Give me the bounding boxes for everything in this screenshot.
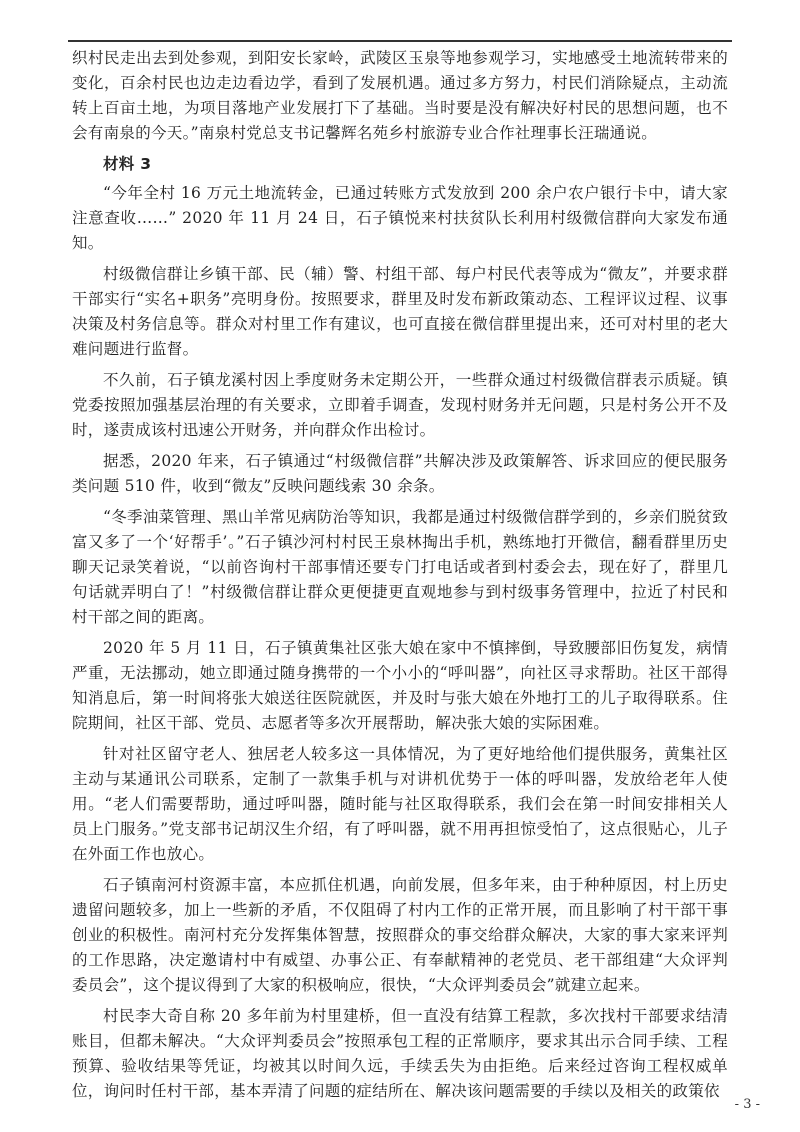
paragraph: 村民李大奇自称 20 多年前为村里建桥，但一直没有结算工程款，多次找村干部要求结清账目，但都未解决。“大众评判委员会”按照承包工程的正常顺序，要求其出示合同手续、工程预算、验收结果等凭证，均被其以时间久远，手续丢失为由拒绝。后来经过咨询工程权威单位，询问时任村干部，基本弄清了问题的症结所在、解决该问题需要的手续以及相关的政策依 bbox=[72, 1007, 728, 1100]
paragraph: “今年全村 16 万元土地流转金，已通过转账方式发放到 200 余户农户银行卡中，请大家注意查收……” 2020 年 11 月 24 日，石子镇悦来村扶贫队长利用村级微信群向大家发布通知。 bbox=[72, 184, 728, 252]
paragraph: “冬季油菜管理、黑山羊常见病防治等知识，我都是通过村级微信群学到的，乡亲们脱贫致富又多了一个‘好帮手’。”石子镇沙河村村民王泉林掏出手机，熟练地打开微信，翻看群里历史聊天记录笑着说，“以前咨询村干部事情还要专门打电话或者到村委会去，现在好了，群里几句话就弄明白了！”村级微信群让群众更便捷更直观地参与到村级事务管理中，拉近了村民和村干部之间的距离。 bbox=[72, 508, 728, 626]
header-rule bbox=[68, 40, 732, 42]
paragraph: 石子镇南河村资源丰富，本应抓住机遇，向前发展，但多年来，由于种种原因，村上历史遗留问题较多，加上一些新的矛盾，不仅阻碍了村内工作的正常开展，而且影响了村干部干事创业的积极性。南河村充分发挥集体智慧，按照群众的事交给群众解决，大家的事大家来评判的工作思路，决定邀请村中有威望、办事公正、有奉献精神的老党员、老干部组建“大众评判委员会”，这个提议得到了大家的积极响应，很快，“大众评判委员会”就建立起来。 bbox=[72, 876, 728, 994]
paragraph: 针对社区留守老人、独居老人较多这一具体情况，为了更好地给他们提供服务，黄集社区主动与某通讯公司联系，定制了一款集手机与对讲机优势于一体的呼叫器，发放给老年人使用。“老人们需要帮助，通过呼叫器，随时能与社区取得联系，我们会在第一时间安排相关人员上门服务。”党支部书记胡汉生介绍，有了呼叫器，就不用再担惊受怕了，这点很贴心，儿子在外面工作也放心。 bbox=[72, 745, 728, 863]
page-number: - 3 - bbox=[734, 1097, 760, 1112]
paragraph-continued: 织村民走出去到处参观，到阳安长家岭，武陵区玉泉等地参观学习，实地感受土地流转带来的变化，百余村民也边走边看边学，看到了发展机遇。通过多方努力，村民们消除疑点，主动流转上百亩土地，为项目落地产业发展打下了基础。当时要是没有解决好村民的思想问题，也不会有南泉的今天。”南泉村党总支书记馨辉名苑乡村旅游专业合作社理事长汪瑞通说。 bbox=[72, 49, 728, 142]
paragraph: 村级微信群让乡镇干部、民（辅）警、村组干部、每户村民代表等成为“微友”，并要求群干部实行“实名+职务”亮明身份。按照要求，群里及时发布新政策动态、工程评议过程、议事决策及村务信息等。群众对村里工作有建议，也可直接在微信群里提出来，还可对村里的老大难问题进行监督。 bbox=[72, 265, 728, 358]
paragraph: 不久前，石子镇龙溪村因上季度财务未定期公开，一些群众通过村级微信群表示质疑。镇党委按照加强基层治理的有关要求，立即着手调查，发现村财务并无问题，只是村务公开不及时，遂责成该村迅速公开财务，并向群众作出检讨。 bbox=[72, 371, 728, 439]
document-body bbox=[72, 46, 728, 1110]
section-title: 材料 3 bbox=[103, 155, 152, 173]
paragraph: 据悉，2020 年来，石子镇通过“村级微信群”共解决涉及政策解答、诉求回应的便民服务类问题 510 件，收到“微友”反映问题线索 30 余条。 bbox=[72, 452, 728, 495]
paragraph: 2020 年 5 月 11 日，石子镇黄集社区张大娘在家中不慎摔倒，导致腰部旧伤复发，病情严重，无法挪动，她立即通过随身携带的一个小小的“呼叫器”，向社区寻求帮助。社区干部得知消息后，第一时间将张大娘送往医院就医，并及时与张大娘在外地打工的儿子取得联系。住院期间，社区干部、党员、志愿者等多次开展帮助，解决张大娘的实际困难。 bbox=[72, 639, 728, 732]
